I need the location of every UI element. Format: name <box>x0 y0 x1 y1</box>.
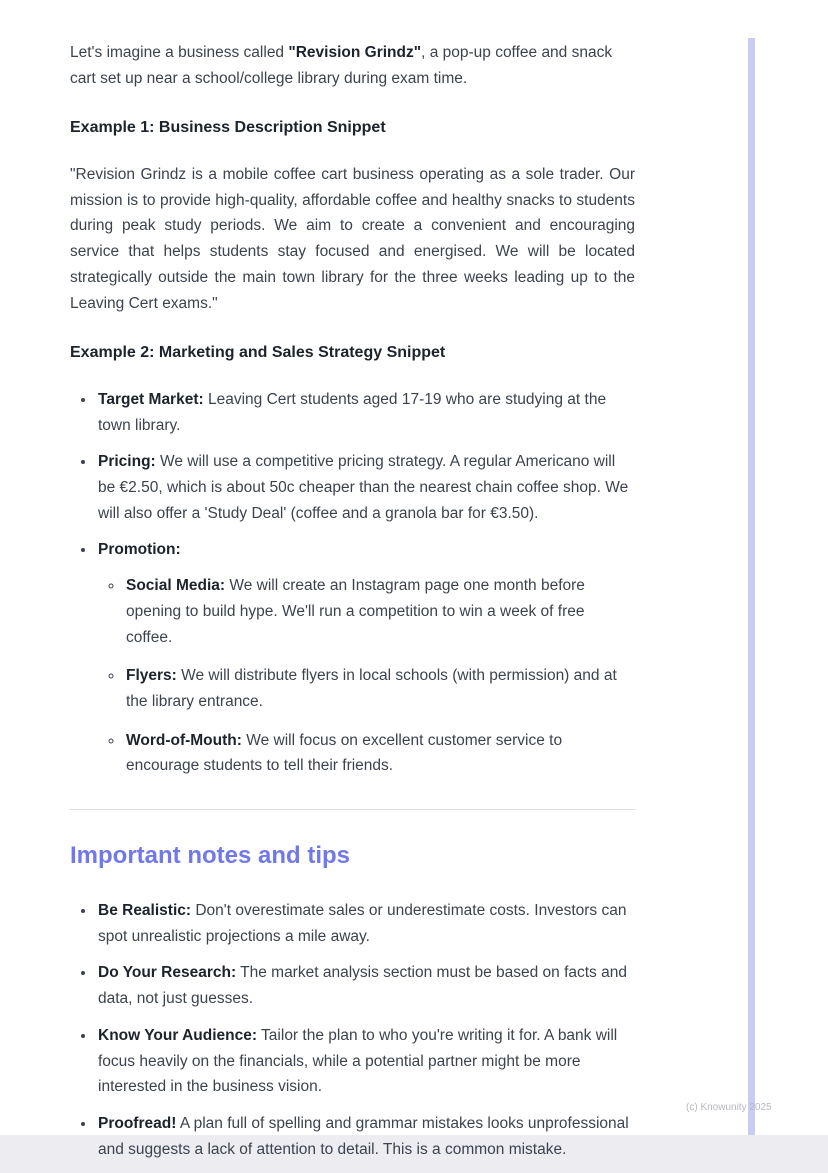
list-item <box>96 898 635 949</box>
example1-heading: Example 1: Business Description Snippet <box>70 119 386 137</box>
item-lead: Know Your Audience: <box>98 1026 258 1044</box>
intro-text-pre: Let's imagine a business called <box>70 44 289 61</box>
item-lead: Word-of-Mouth: <box>126 731 242 749</box>
list-item <box>96 1023 635 1100</box>
section-divider <box>70 809 635 810</box>
item-lead: Flyers: <box>126 667 177 685</box>
item-text: We will create an Instagram page one month before opening to build hype. We'll run a competition to win a week of free coffee. <box>126 577 585 646</box>
item-lead: Do Your Research: <box>98 964 237 982</box>
notes-heading: Important notes and tips <box>70 842 351 870</box>
business-description-paragraph: "Revision Grindz is a mobile coffee cart business operating as a sole trader. Our mission is to provide high-quality, affordable coffee and healthy snacks to students during peak study periods. We aim to create a convenient and encouraging service that helps students stay focused and energised. We will be located strategically outside the main town library for the three weeks leading up to the Leaving Cert exams." <box>70 165 635 312</box>
item-lead: Promotion: <box>98 541 181 559</box>
example2-heading: Example 2: Marketing and Sales Strategy Snippet <box>70 344 446 362</box>
item-text: We will distribute flyers in local schools (with permission) and at the library entrance. <box>126 667 617 711</box>
item-text: We will use a competitive pricing strategy. A regular Americano will be €2.50, which is about 50c cheaper than the nearest chain coffee shop. We will also offer a 'Study Deal' (coffee and a granola bar for €3.50). <box>98 453 629 522</box>
item-text: A plan full of spelling and grammar mistakes looks unprofessional and suggests a lack of attention to detail. This is a common mistake. <box>98 1115 629 1158</box>
business-name-bold: "Revision Grindz" <box>288 44 422 61</box>
item-text: Tailor the plan to who you're writing it for. A bank will focus heavily on the financials, while a potential partner might be more interested in the business vision. <box>98 1026 618 1096</box>
list-item <box>96 449 635 526</box>
list-item <box>96 960 635 1011</box>
item-text: We will focus on excellent customer service to encourage students to tell their friends. <box>126 731 563 775</box>
sublist <box>98 573 635 779</box>
copyright-watermark: (c) Knowunity 2025 <box>686 1102 772 1113</box>
list-item <box>124 573 635 650</box>
intro-paragraph <box>70 40 635 91</box>
item-lead: Target Market: <box>98 390 204 408</box>
list-item <box>124 663 635 714</box>
item-text: Don't overestimate sales or underestimate costs. Investors can spot unrealistic projections a mile away. <box>98 902 627 945</box>
notes-tips-list <box>70 898 635 1162</box>
item-lead: Pricing: <box>98 453 156 471</box>
item-text: The market analysis section must be based on facts and data, not just guesses. <box>98 964 627 1008</box>
item-lead: Social Media: <box>126 577 226 595</box>
intro-text-post: , a pop-up coffee and snack cart set up near a school/college library during exam time. <box>70 44 613 87</box>
list-item <box>96 537 635 779</box>
list-item <box>124 728 635 779</box>
marketing-strategy-list <box>70 387 635 779</box>
item-lead: Be Realistic: <box>98 902 192 920</box>
item-text: Leaving Cert students aged 17-19 who are studying at the town library. <box>98 390 607 434</box>
list-item <box>96 1111 635 1162</box>
page-accent-bar <box>748 38 755 1135</box>
list-item <box>96 387 635 438</box>
document-content <box>70 40 635 1173</box>
item-lead: Proofread! <box>98 1115 177 1133</box>
